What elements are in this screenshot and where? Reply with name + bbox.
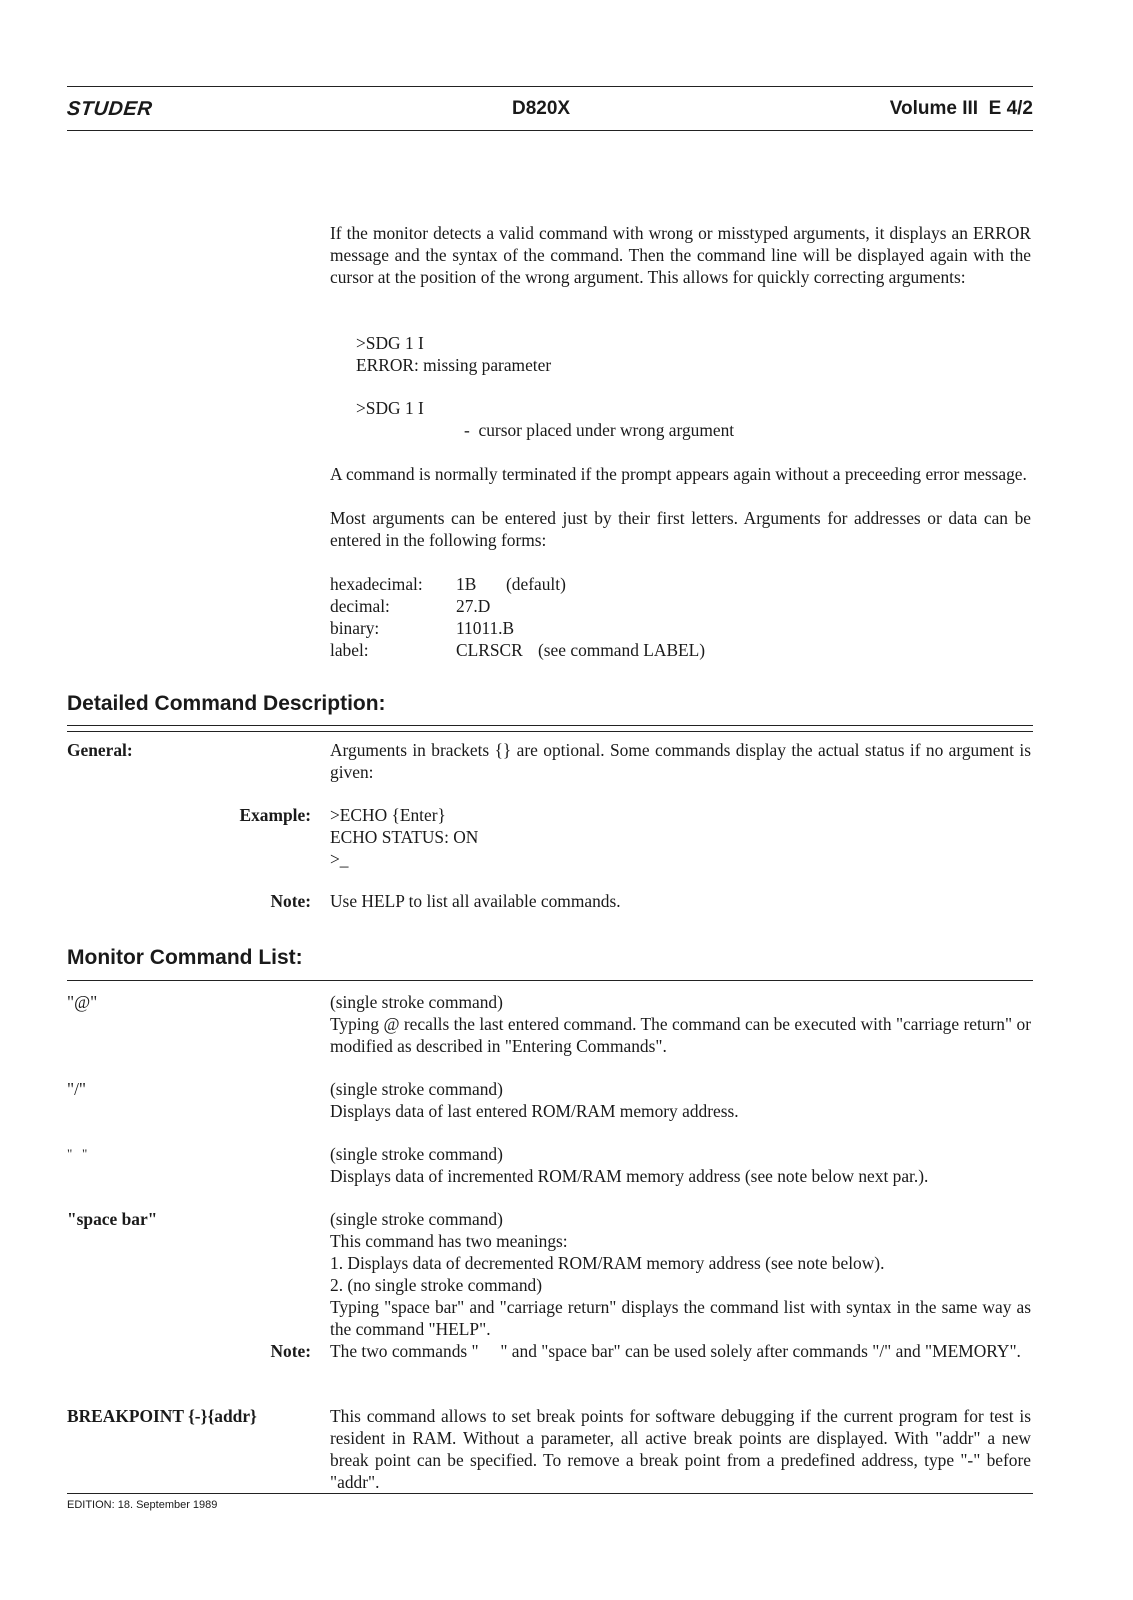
studer-logo: STUDER (65, 98, 154, 120)
form-name: label: (330, 640, 369, 660)
form-name: hexadecimal: (330, 574, 423, 594)
general-text: Arguments in brackets {} are optional. Some commands display the actual status if no argument is given: (330, 740, 1031, 782)
cmd-space-text: Typing "space bar" and "carriage return" displays the command list with syntax in the same way as the command "HELP". (330, 1297, 1031, 1339)
cmd-blank-line1: (single stroke command) (330, 1144, 503, 1164)
cmd-at-text: Typing @ recalls the last entered command. The command can be executed with "carriage return" or modified as described in "Entering Commands". (330, 1014, 1031, 1056)
cmd-space-line2: This command has two meanings: (330, 1231, 568, 1251)
cmd-breakpoint-label: BREAKPOINT {-}{addr} (67, 1406, 257, 1426)
form-row-label (330, 639, 705, 661)
cmd-blank-label: " " (67, 1146, 88, 1161)
note-label: Note: (270, 891, 311, 911)
example-command-1: >SDG 1 I (356, 333, 424, 353)
termination-paragraph: A command is normally terminated if the prompt appears again without a preceeding error message. (330, 464, 1027, 484)
form-name: decimal: (330, 596, 390, 616)
intro-paragraph: If the monitor detects a valid command with wrong or misstyped arguments, it displays an ERROR message and the syntax of the command. Then the command line will be displayed again with the cursor at the position of the wrong argument. This allows for quickly correcting arguments: (330, 223, 1031, 287)
cmd-space-label: "space bar" (67, 1209, 158, 1229)
form-value: 27.D (456, 596, 491, 616)
monitor-heading: Monitor Command List: (67, 946, 303, 969)
cmd-slash-line2: Displays data of last entered ROM/RAM memory address. (330, 1101, 739, 1121)
edition-label: EDITION: 18. September 1989 (67, 1499, 218, 1511)
cmd-space-line4: 2. (no single stroke command) (330, 1275, 543, 1295)
header-bottom-rule (67, 130, 1033, 131)
detailed-heading: Detailed Command Description: (67, 692, 386, 715)
cmd-at-label: "@" (67, 992, 98, 1012)
arguments-paragraph: Most arguments can be entered just by their first letters. Arguments for addresses or data can be entered in the following forms: (330, 508, 1031, 550)
cmd-space-note-text: The two commands " " and "space bar" can be used solely after commands "/" and "MEMORY". (330, 1341, 1021, 1361)
example-command-2: >SDG 1 I (356, 398, 424, 418)
form-note: (default) (506, 574, 566, 594)
example-line-3: >_ (330, 849, 349, 869)
form-value: CLRSCR (456, 640, 523, 660)
cmd-slash-label: "/" (67, 1079, 87, 1099)
cmd-space-line1: (single stroke command) (330, 1209, 503, 1229)
note-text: Use HELP to list all available commands. (330, 891, 621, 911)
form-row-hex (330, 573, 566, 595)
cmd-breakpoint-text: This command allows to set break points for software debugging if the current program for test is resident in RAM. Without a parameter, all active break points are displayed. With "addr" a new break point can be specified. To remove a break point from a predefined address, type "-" before "addr". (330, 1406, 1031, 1492)
detailed-rule-2 (67, 731, 1033, 732)
header-top-rule (67, 86, 1033, 87)
form-row-binary (330, 617, 514, 639)
example-error: ERROR: missing parameter (356, 355, 552, 375)
model-label: D820X (512, 98, 571, 119)
detailed-rule-1 (67, 725, 1033, 726)
monitor-rule (67, 980, 1033, 981)
form-value: 11011.B (456, 618, 515, 638)
form-value: 1B (456, 574, 477, 594)
cursor-note: - cursor placed under wrong argument (464, 420, 735, 440)
page-reference: Volume III E 4/2 (889, 98, 1033, 119)
footer-rule (67, 1493, 1033, 1494)
form-row-decimal (330, 595, 490, 617)
cmd-slash-line1: (single stroke command) (330, 1079, 503, 1099)
form-note: (see command LABEL) (538, 640, 706, 660)
form-name: binary: (330, 618, 380, 638)
example-label: Example: (239, 805, 311, 825)
general-label: General: (67, 740, 133, 760)
cmd-blank-line2: Displays data of incremented ROM/RAM memory address (see note below next par.). (330, 1166, 929, 1186)
example-line-1: >ECHO {Enter} (330, 805, 446, 825)
cmd-at-line1: (single stroke command) (330, 992, 503, 1012)
example-line-2: ECHO STATUS: ON (330, 827, 479, 847)
cmd-space-note-label: Note: (270, 1341, 311, 1361)
cmd-space-line3: 1. Displays data of decremented ROM/RAM memory address (see note below). (330, 1253, 885, 1273)
